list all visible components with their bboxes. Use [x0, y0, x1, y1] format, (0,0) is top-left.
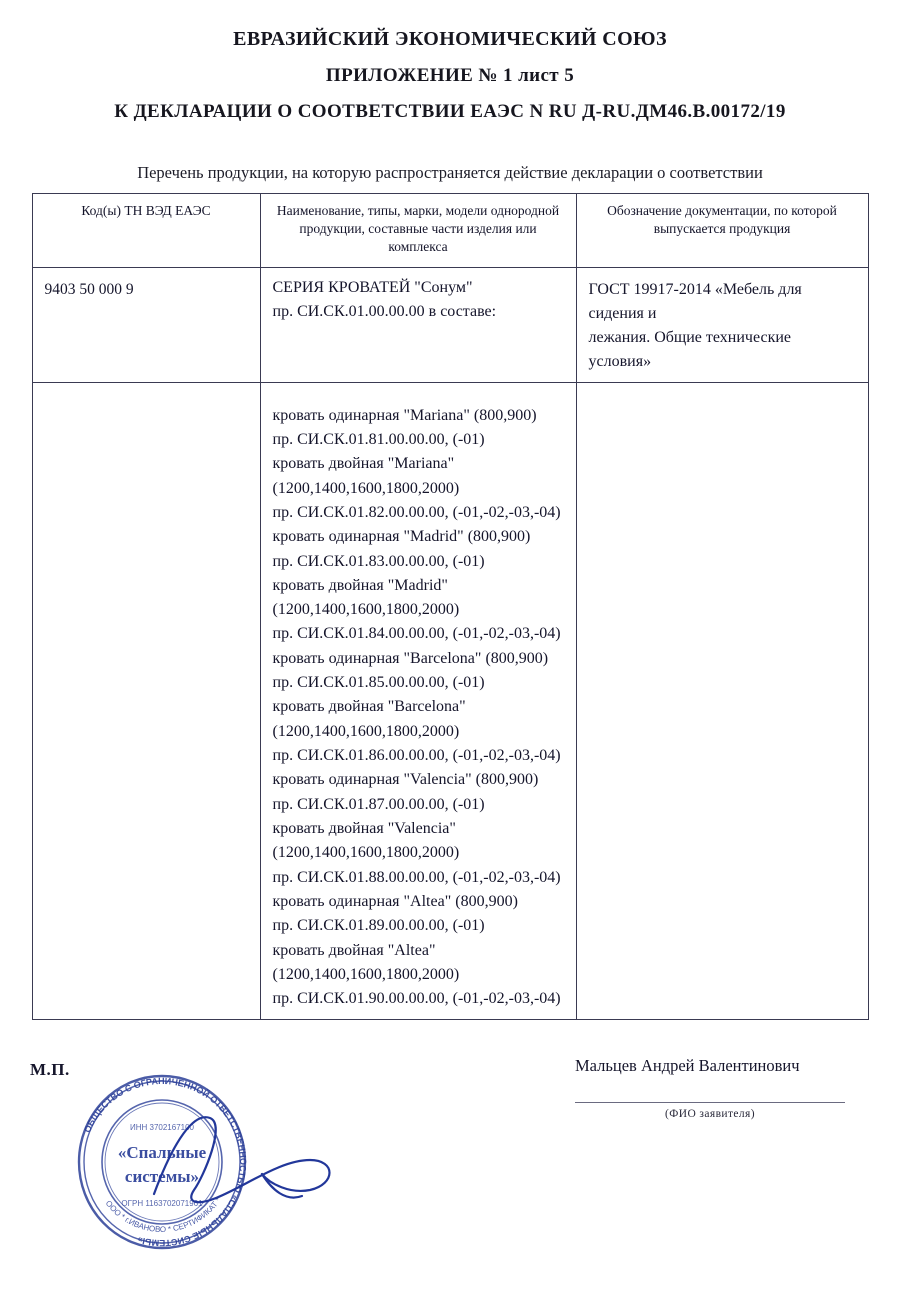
doc-line-2: лежания. Общие технические условия» [588, 328, 791, 370]
list-item: пр. СИ.СК.01.86.00.00.00, (-01,-02,-03,-04) [272, 747, 561, 765]
table-row [32, 382, 868, 1020]
svg-text:ОГРН 1163702071961: ОГРН 1163702071961 [121, 1199, 203, 1209]
svg-text:«Спальные: «Спальные [117, 1143, 207, 1163]
document-header [0, 0, 900, 123]
doc-line-1: ГОСТ 19917-2014 «Мебель для сидения и [588, 280, 802, 322]
cell-tnved-code-empty [32, 382, 260, 1020]
handwritten-signature [150, 1098, 370, 1238]
list-item: кровать одинарная "Barcelona" (800,900) [272, 649, 549, 667]
table-row [32, 267, 868, 382]
svg-text:ОБЩЕСТВО С ОГРАНИЧЕННОЙ ОТВЕТС: ОБЩЕСТВО С ОГРАНИЧЕННОЙ ОТВЕТСТВЕННОСТЬЮ «СПАЛЬНЫЕ СИСТЕМЫ» [82, 1076, 249, 1249]
list-item: пр. СИ.СК.01.82.00.00.00, (-01,-02,-03,-04) [272, 503, 561, 521]
svg-text:системы»: системы» [124, 1167, 200, 1187]
list-item: кровать двойная "Barcelona" [272, 698, 466, 716]
list-item: пр. СИ.СК.01.81.00.00.00, (-01) [272, 430, 485, 448]
cell-product-list [260, 382, 576, 1020]
list-item: пр. СИ.СК.01.88.00.00.00, (-01,-02,-03,-04) [272, 868, 561, 886]
list-item: пр. СИ.СК.01.87.00.00.00, (-01) [272, 795, 485, 813]
product-series-drawing: пр. СИ.СК.01.00.00.00 в составе: [272, 302, 497, 320]
list-item: кровать двойная "Valencia" [272, 819, 456, 837]
column-header-doc: Обозначение документации, по которой выпускается продукция [576, 194, 868, 268]
svg-text:ИНН 3702167100: ИНН 3702167100 [129, 1123, 195, 1133]
company-stamp [62, 1046, 262, 1278]
list-item: кровать двойная "Altea" [272, 941, 436, 959]
document-footer [0, 1038, 900, 1248]
list-item: кровать одинарная "Valencia" (800,900) [272, 771, 539, 789]
list-item: кровать двойная "Mariana" [272, 455, 455, 473]
list-item: пр. СИ.СК.01.83.00.00.00, (-01) [272, 552, 485, 570]
cell-tnved-code: 9403 50 000 9 [32, 267, 260, 382]
list-item: (1200,1400,1600,1800,2000) [272, 479, 460, 497]
product-series-title: СЕРИЯ КРОВАТЕЙ "Сонум" [272, 278, 473, 296]
list-item: (1200,1400,1600,1800,2000) [272, 965, 460, 983]
column-header-code: Код(ы) ТН ВЭД ЕАЭС [32, 194, 260, 268]
table-header-row [32, 194, 868, 268]
list-item: пр. СИ.СК.01.85.00.00.00, (-01) [272, 674, 485, 692]
signer-rule [575, 1102, 845, 1103]
list-item: пр. СИ.СК.01.90.00.00.00, (-01,-02,-03,-04) [272, 990, 561, 1008]
column-header-name: Наименование, типы, марки, модели однородной продукции, составные части изделия или комплекса [260, 194, 576, 268]
header-line-union: ЕВРАЗИЙСКИЙ ЭКОНОМИЧЕСКИЙ СОЮЗ [233, 28, 667, 50]
header-line-declaration: К ДЕКЛАРАЦИИ О СООТВЕТСТВИИ ЕАЭС N RU Д-RU.ДМ46.В.00172/19 [114, 101, 786, 122]
svg-text:ООО * г.ИВАНОВО * СЕРТИФИКАТ *: ООО * г.ИВАНОВО * СЕРТИФИКАТ * [103, 1196, 223, 1235]
mp-label: М.П. [30, 1060, 70, 1080]
list-item: кровать двойная "Madrid" [272, 576, 448, 594]
list-item: кровать одинарная "Altea" (800,900) [272, 892, 518, 910]
table-subtitle: Перечень продукции, на которую распространяется действие декларации о соответствии [137, 163, 763, 182]
list-item: (1200,1400,1600,1800,2000) [272, 601, 460, 619]
cell-product-head [260, 267, 576, 382]
product-table [32, 193, 869, 1020]
list-item: пр. СИ.СК.01.84.00.00.00, (-01,-02,-03,-04) [272, 625, 561, 643]
list-item: кровать одинарная "Mariana" (800,900) [272, 406, 537, 424]
cell-documentation-empty [576, 382, 868, 1020]
signer-block [575, 1056, 865, 1120]
list-item: (1200,1400,1600,1800,2000) [272, 844, 460, 862]
list-item: кровать одинарная "Madrid" (800,900) [272, 528, 531, 546]
cell-documentation [576, 267, 868, 382]
signer-name: Мальцев Андрей Валентинович [575, 1056, 800, 1076]
list-item: пр. СИ.СК.01.89.00.00.00, (-01) [272, 917, 485, 935]
list-item: (1200,1400,1600,1800,2000) [272, 722, 460, 740]
signer-caption: (ФИО заявителя) [665, 1108, 755, 1121]
header-line-appendix: ПРИЛОЖЕНИЕ № 1 лист 5 [325, 65, 575, 86]
list-spacer [273, 391, 566, 404]
